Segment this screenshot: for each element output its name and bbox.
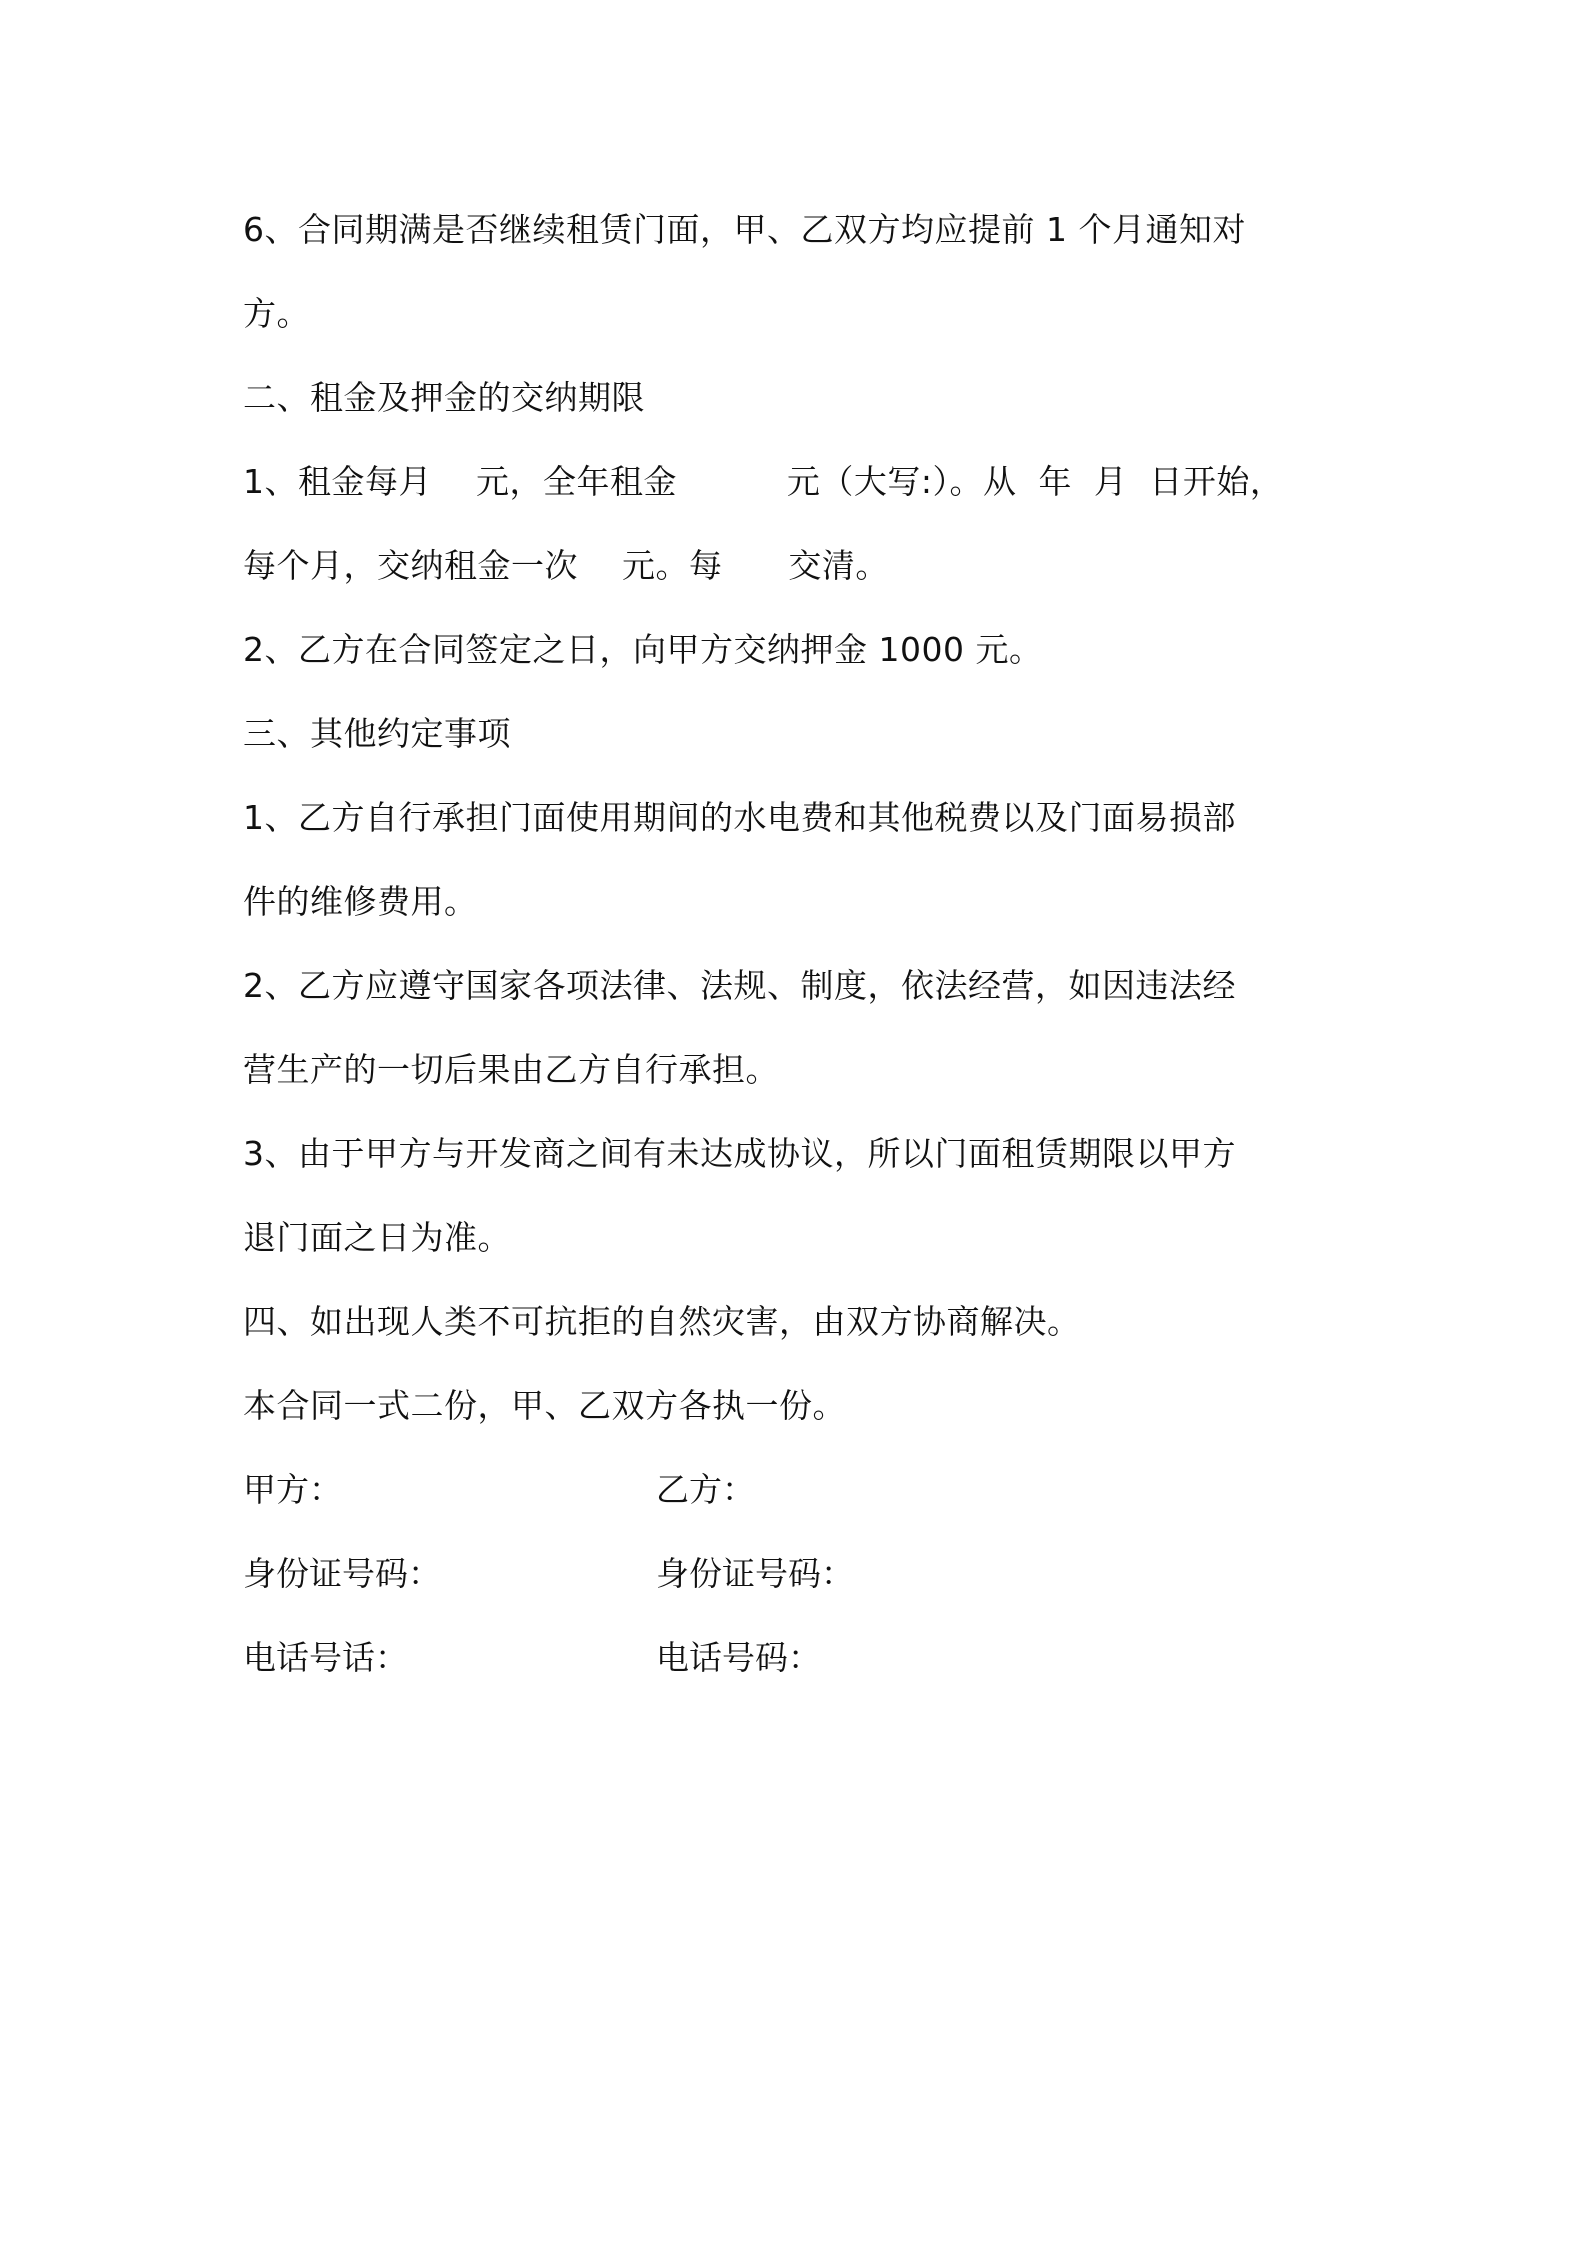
other-clause-3-line-1: 3、由于甲方与开发商之间有未达成协议，所以门面租赁期限以甲方: [243, 1134, 1236, 1173]
rent-clause-1-line-1: 1、租金每月 元，全年租金 元（大写:）。从 年 月 日开始，: [243, 462, 1284, 501]
party-b-id-label: 身份证号码：: [656, 1554, 854, 1593]
party-a-phone-label: 电话号话：: [243, 1638, 408, 1677]
section-heading-force-majeure: 四、如出现人类不可抗拒的自然灾害，由双方协商解决。: [243, 1302, 1081, 1341]
other-clause-1-line-1: 1、乙方自行承担门面使用期间的水电费和其他税费以及门面易损部: [243, 798, 1236, 837]
party-b-label: 乙方：: [656, 1470, 755, 1509]
signature-row-party: [243, 1470, 1343, 1510]
party-a-id-label: 身份证号码：: [243, 1554, 441, 1593]
section-heading-other-terms: 三、其他约定事项: [243, 714, 511, 753]
copies-statement: 本合同一式二份，甲、乙双方各执一份。: [243, 1386, 846, 1425]
party-a-label: 甲方：: [243, 1470, 342, 1509]
rent-clause-2: 2、乙方在合同签定之日，向甲方交纳押金 1000 元。: [243, 630, 1043, 669]
clause-6-line-1: 6、合同期满是否继续租赁门面，甲、乙双方均应提前 1 个月通知对: [243, 210, 1246, 249]
rent-clause-1-line-2: 每个月，交纳租金一次 元。每 交清。: [243, 546, 889, 585]
other-clause-2-line-2: 营生产的一切后果由乙方自行承担。: [243, 1050, 779, 1089]
other-clause-1-line-2: 件的维修费用。: [243, 882, 478, 921]
other-clause-3-line-2: 退门面之日为准。: [243, 1218, 511, 1257]
signature-row-phone: [243, 1638, 1343, 1678]
party-b-phone-label: 电话号码：: [656, 1638, 821, 1677]
clause-6-line-2: 方。: [243, 294, 310, 333]
other-clause-2-line-1: 2、乙方应遵守国家各项法律、法规、制度，依法经营，如因违法经: [243, 966, 1236, 1005]
signature-row-id: [243, 1554, 1343, 1594]
section-heading-rent-deposit: 二、租金及押金的交纳期限: [243, 378, 645, 417]
